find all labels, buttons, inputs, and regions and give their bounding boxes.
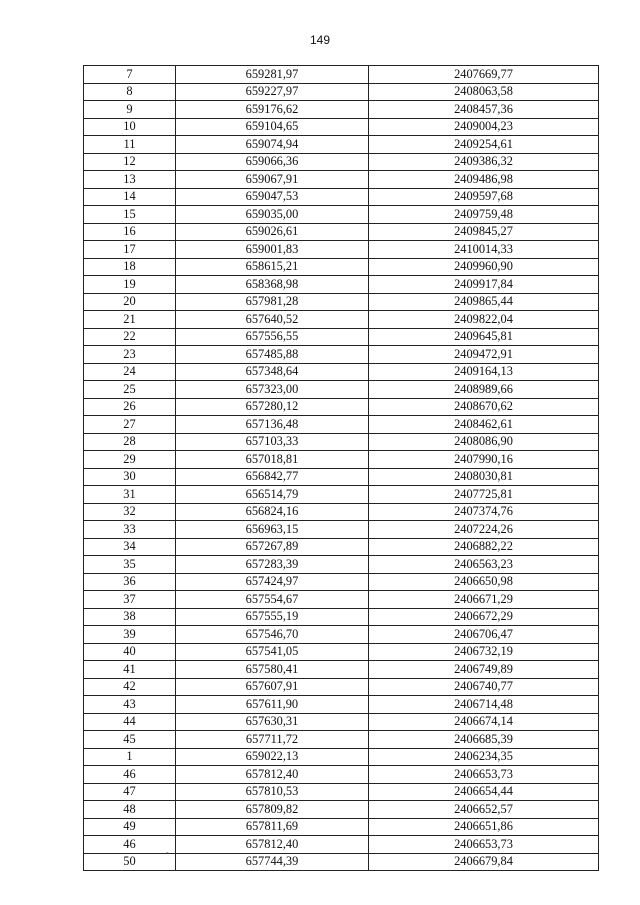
x-coordinate-cell: 657812,40 — [176, 836, 369, 854]
point-number-cell: 42 — [84, 678, 176, 696]
y-coordinate-cell: 2406749,89 — [369, 661, 599, 679]
y-coordinate-cell: 2406714,48 — [369, 696, 599, 714]
x-coordinate-cell: 657811,69 — [176, 818, 369, 836]
y-coordinate-cell: 2406653,73 — [369, 836, 599, 854]
y-coordinate-cell: 2409254,61 — [369, 136, 599, 154]
table-row — [84, 101, 599, 119]
y-coordinate-cell: 2406654,44 — [369, 783, 599, 801]
y-coordinate-cell: 2409472,91 — [369, 346, 599, 364]
point-number-cell: 31 — [84, 486, 176, 504]
x-coordinate-cell: 659074,94 — [176, 136, 369, 154]
y-coordinate-cell: 2407374,76 — [369, 503, 599, 521]
y-coordinate-cell: 2406882,22 — [369, 538, 599, 556]
point-number-cell: 22 — [84, 328, 176, 346]
point-number-cell: 29 — [84, 451, 176, 469]
table-row — [84, 713, 599, 731]
table-row — [84, 766, 599, 784]
x-coordinate-cell: 657136,48 — [176, 416, 369, 434]
point-number-cell: 12 — [84, 153, 176, 171]
point-number-cell: 9 — [84, 101, 176, 119]
y-coordinate-cell: 2406671,29 — [369, 591, 599, 609]
table-row — [84, 258, 599, 276]
table-row — [84, 573, 599, 591]
point-number-cell: 7 — [84, 66, 176, 84]
x-coordinate-cell: 657981,28 — [176, 293, 369, 311]
x-coordinate-cell: 657812,40 — [176, 766, 369, 784]
x-coordinate-cell: 659104,65 — [176, 118, 369, 136]
y-coordinate-cell: 2408457,36 — [369, 101, 599, 119]
table-row — [84, 678, 599, 696]
table-row — [84, 853, 599, 871]
x-coordinate-cell: 657267,89 — [176, 538, 369, 556]
point-number-cell: 47 — [84, 783, 176, 801]
x-coordinate-cell: 656963,15 — [176, 521, 369, 539]
point-number-cell: 50 — [84, 853, 176, 871]
point-number-cell: 38 — [84, 608, 176, 626]
y-coordinate-cell: 2409386,32 — [369, 153, 599, 171]
x-coordinate-cell: 657744,39 — [176, 853, 369, 871]
y-coordinate-cell: 2409822,04 — [369, 311, 599, 329]
y-coordinate-cell: 2409960,90 — [369, 258, 599, 276]
table-row — [84, 136, 599, 154]
y-coordinate-cell: 2409645,81 — [369, 328, 599, 346]
table-row — [84, 83, 599, 101]
x-coordinate-cell: 657555,19 — [176, 608, 369, 626]
point-number-cell: 15 — [84, 206, 176, 224]
table-row — [84, 398, 599, 416]
x-coordinate-cell: 657607,91 — [176, 678, 369, 696]
point-number-cell: 10 — [84, 118, 176, 136]
x-coordinate-cell: 656514,79 — [176, 486, 369, 504]
x-coordinate-cell: 657809,82 — [176, 801, 369, 819]
x-coordinate-cell: 659227,97 — [176, 83, 369, 101]
table-row — [84, 556, 599, 574]
point-number-cell: 19 — [84, 276, 176, 294]
table-row — [84, 801, 599, 819]
table-row — [84, 171, 599, 189]
point-number-cell: 34 — [84, 538, 176, 556]
x-coordinate-cell: 659022,13 — [176, 748, 369, 766]
x-coordinate-cell: 659035,00 — [176, 206, 369, 224]
table-row — [84, 206, 599, 224]
table-row — [84, 643, 599, 661]
x-coordinate-cell: 657323,00 — [176, 381, 369, 399]
y-coordinate-cell: 2406563,23 — [369, 556, 599, 574]
point-number-cell: 16 — [84, 223, 176, 241]
y-coordinate-cell: 2408086,90 — [369, 433, 599, 451]
point-number-cell: 36 — [84, 573, 176, 591]
point-number-cell: 27 — [84, 416, 176, 434]
point-number-cell: 21 — [84, 311, 176, 329]
table-row — [84, 223, 599, 241]
point-number-cell: 13 — [84, 171, 176, 189]
x-coordinate-cell: 659001,83 — [176, 241, 369, 259]
table-row — [84, 241, 599, 259]
point-number-cell: 11 — [84, 136, 176, 154]
point-number-cell: 17 — [84, 241, 176, 259]
x-coordinate-cell: 657810,53 — [176, 783, 369, 801]
x-coordinate-cell: 657485,88 — [176, 346, 369, 364]
y-coordinate-cell: 2408063,58 — [369, 83, 599, 101]
point-number-cell: 48 — [84, 801, 176, 819]
y-coordinate-cell: 2409164,13 — [369, 363, 599, 381]
x-coordinate-cell: 657424,97 — [176, 573, 369, 591]
table-row — [84, 188, 599, 206]
x-coordinate-cell: 659281,97 — [176, 66, 369, 84]
table-row — [84, 433, 599, 451]
y-coordinate-cell: 2406672,29 — [369, 608, 599, 626]
y-coordinate-cell: 2410014,33 — [369, 241, 599, 259]
point-number-cell: 18 — [84, 258, 176, 276]
point-number-cell: 35 — [84, 556, 176, 574]
table-row — [84, 153, 599, 171]
table-row — [84, 626, 599, 644]
table-row — [84, 328, 599, 346]
y-coordinate-cell: 2409759,48 — [369, 206, 599, 224]
x-coordinate-cell: 656824,16 — [176, 503, 369, 521]
y-coordinate-cell: 2406653,73 — [369, 766, 599, 784]
table-row — [84, 696, 599, 714]
x-coordinate-cell: 658368,98 — [176, 276, 369, 294]
point-number-cell: 28 — [84, 433, 176, 451]
point-number-cell: 23 — [84, 346, 176, 364]
point-number-cell: 39 — [84, 626, 176, 644]
y-coordinate-cell: 2409486,98 — [369, 171, 599, 189]
y-coordinate-cell: 2409004,23 — [369, 118, 599, 136]
table-row — [84, 363, 599, 381]
table-row — [84, 118, 599, 136]
table-row — [84, 66, 599, 84]
y-coordinate-cell: 2409845,27 — [369, 223, 599, 241]
table-row — [84, 661, 599, 679]
x-coordinate-cell: 659047,53 — [176, 188, 369, 206]
x-coordinate-cell: 659176,62 — [176, 101, 369, 119]
x-coordinate-cell: 657541,05 — [176, 643, 369, 661]
y-coordinate-cell: 2406234,35 — [369, 748, 599, 766]
point-number-cell: 43 — [84, 696, 176, 714]
table-row — [84, 503, 599, 521]
table-row — [84, 346, 599, 364]
x-coordinate-cell: 657348,64 — [176, 363, 369, 381]
y-coordinate-cell: 2406651,86 — [369, 818, 599, 836]
y-coordinate-cell: 2408670,62 — [369, 398, 599, 416]
point-number-cell: 25 — [84, 381, 176, 399]
coordinates-table-body — [84, 66, 599, 871]
table-row — [84, 783, 599, 801]
table-row — [84, 591, 599, 609]
page-number: 149 — [309, 33, 331, 47]
footer-mark: - — [166, 848, 169, 857]
point-number-cell: 41 — [84, 661, 176, 679]
x-coordinate-cell: 657640,52 — [176, 311, 369, 329]
point-number-cell: 20 — [84, 293, 176, 311]
point-number-cell: 46 — [84, 766, 176, 784]
table-row — [84, 486, 599, 504]
y-coordinate-cell: 2408462,61 — [369, 416, 599, 434]
x-coordinate-cell: 657018,81 — [176, 451, 369, 469]
x-coordinate-cell: 657554,67 — [176, 591, 369, 609]
table-row — [84, 311, 599, 329]
y-coordinate-cell: 2409917,84 — [369, 276, 599, 294]
table-row — [84, 538, 599, 556]
table-row — [84, 381, 599, 399]
table-row — [84, 276, 599, 294]
point-number-cell: 44 — [84, 713, 176, 731]
point-number-cell: 30 — [84, 468, 176, 486]
table-row — [84, 416, 599, 434]
point-number-cell: 49 — [84, 818, 176, 836]
point-number-cell: 32 — [84, 503, 176, 521]
x-coordinate-cell: 657580,41 — [176, 661, 369, 679]
x-coordinate-cell: 657556,55 — [176, 328, 369, 346]
x-coordinate-cell: 656842,77 — [176, 468, 369, 486]
table-row — [84, 731, 599, 749]
y-coordinate-cell: 2406652,57 — [369, 801, 599, 819]
x-coordinate-cell: 658615,21 — [176, 258, 369, 276]
y-coordinate-cell: 2406706,47 — [369, 626, 599, 644]
x-coordinate-cell: 657611,90 — [176, 696, 369, 714]
y-coordinate-cell: 2406740,77 — [369, 678, 599, 696]
y-coordinate-cell: 2408989,66 — [369, 381, 599, 399]
table-row — [84, 748, 599, 766]
x-coordinate-cell: 659066,36 — [176, 153, 369, 171]
y-coordinate-cell: 2406650,98 — [369, 573, 599, 591]
point-number-cell: 24 — [84, 363, 176, 381]
point-number-cell: 33 — [84, 521, 176, 539]
y-coordinate-cell: 2407224,26 — [369, 521, 599, 539]
table-row — [84, 608, 599, 626]
x-coordinate-cell: 657103,33 — [176, 433, 369, 451]
table-row — [84, 451, 599, 469]
y-coordinate-cell: 2409865,44 — [369, 293, 599, 311]
point-number-cell: 26 — [84, 398, 176, 416]
x-coordinate-cell: 657280,12 — [176, 398, 369, 416]
y-coordinate-cell: 2406685,39 — [369, 731, 599, 749]
point-number-cell: 37 — [84, 591, 176, 609]
x-coordinate-cell: 657546,70 — [176, 626, 369, 644]
x-coordinate-cell: 657283,39 — [176, 556, 369, 574]
table-row — [84, 836, 599, 854]
point-number-cell: 8 — [84, 83, 176, 101]
y-coordinate-cell: 2409597,68 — [369, 188, 599, 206]
table-row — [84, 293, 599, 311]
y-coordinate-cell: 2406732,19 — [369, 643, 599, 661]
point-number-cell: 1 — [84, 748, 176, 766]
x-coordinate-cell: 657711,72 — [176, 731, 369, 749]
y-coordinate-cell: 2406674,14 — [369, 713, 599, 731]
table-row — [84, 818, 599, 836]
point-number-cell: 46 — [84, 836, 176, 854]
x-coordinate-cell: 659067,91 — [176, 171, 369, 189]
y-coordinate-cell: 2407669,77 — [369, 66, 599, 84]
point-number-cell: 14 — [84, 188, 176, 206]
table-row — [84, 521, 599, 539]
x-coordinate-cell: 659026,61 — [176, 223, 369, 241]
point-number-cell: 45 — [84, 731, 176, 749]
y-coordinate-cell: 2407990,16 — [369, 451, 599, 469]
coordinates-table — [83, 65, 599, 871]
x-coordinate-cell: 657630,31 — [176, 713, 369, 731]
point-number-cell: 40 — [84, 643, 176, 661]
y-coordinate-cell: 2406679,84 — [369, 853, 599, 871]
y-coordinate-cell: 2408030,81 — [369, 468, 599, 486]
table-row — [84, 468, 599, 486]
y-coordinate-cell: 2407725,81 — [369, 486, 599, 504]
